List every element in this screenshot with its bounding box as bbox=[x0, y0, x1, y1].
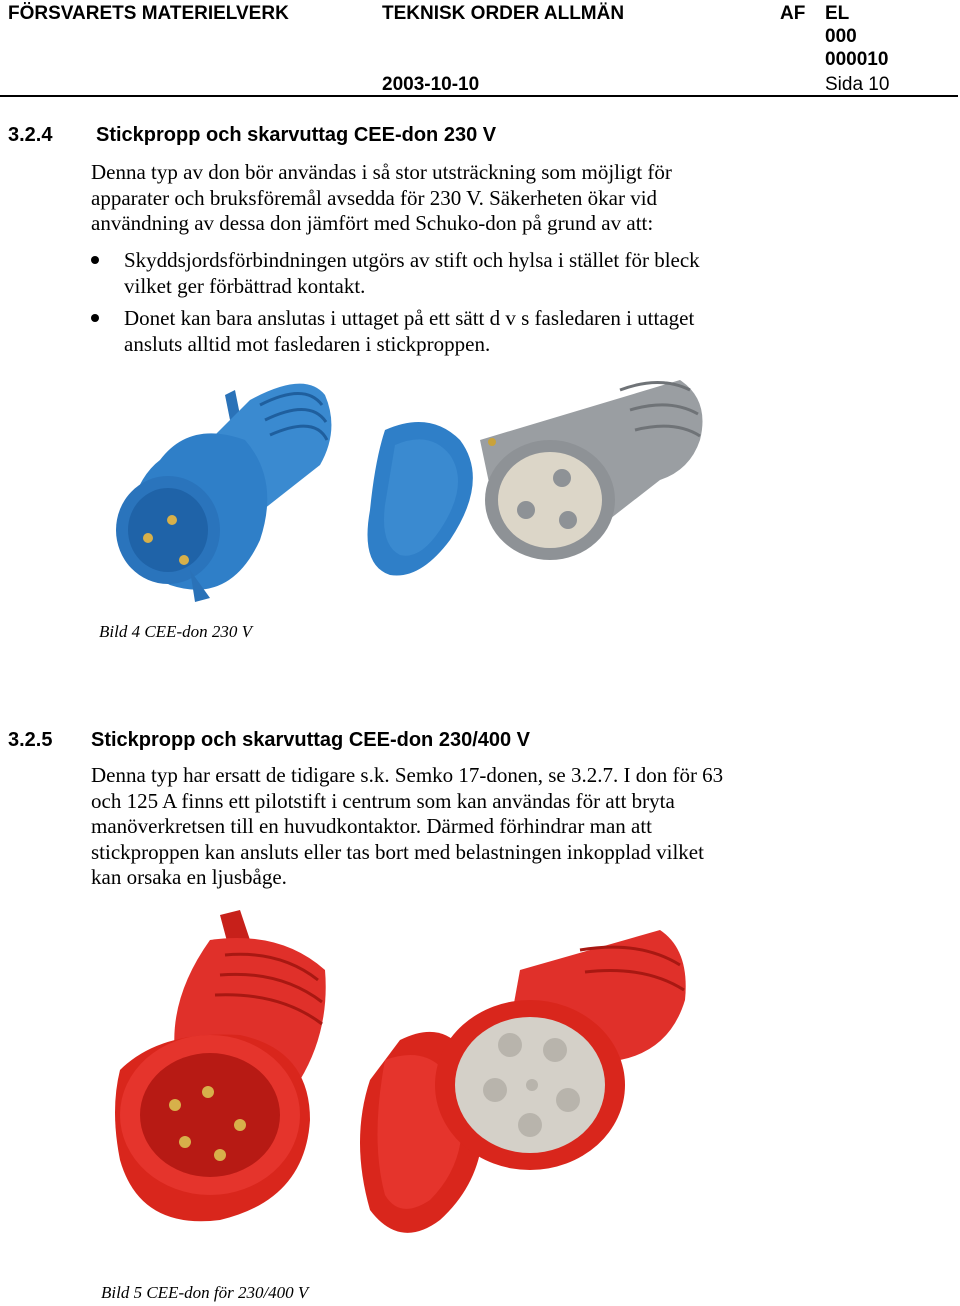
header-page-number: Sida 10 bbox=[825, 74, 890, 95]
header-code-el-3: 000010 bbox=[825, 49, 889, 70]
blue-plug-image bbox=[116, 384, 331, 602]
header-rule bbox=[0, 95, 958, 97]
bullet-line: Donet kan bara anslutas i uttaget på ett sätt d v s fasledaren i uttaget bbox=[124, 306, 695, 330]
figure-cee-230-400v bbox=[100, 910, 700, 1270]
bullet-item bbox=[124, 248, 700, 299]
paragraph-line: användning av dessa don jämfört med Schuko-don på grund av att: bbox=[91, 211, 654, 235]
header-code-el-2: 000 bbox=[825, 26, 857, 47]
bullet-line: ansluts alltid mot fasledaren i stickproppen. bbox=[124, 331, 491, 356]
paragraph-line: Denna typ har ersatt de tidigare s.k. Semko 17-donen, se 3.2.7. I don för 63 bbox=[91, 763, 724, 787]
header-doc-type: TEKNISK ORDER ALLMÄN bbox=[382, 3, 625, 24]
paragraph-line: kan orsaka en ljusbåge. bbox=[91, 865, 287, 889]
figure-cee-230v bbox=[100, 370, 720, 610]
bullet-item bbox=[124, 306, 694, 357]
paragraph-line: och 125 A finns ett pilotstift i centrum som kan användas för att bryta bbox=[91, 788, 675, 813]
section-324-number: 3.2.4 bbox=[8, 124, 53, 146]
paragraph-line: Denna typ av don bör användas i så stor utsträckning som möjligt för bbox=[91, 160, 672, 184]
header-code-af: AF bbox=[780, 3, 806, 24]
paragraph-line: stickproppen kan ansluts eller tas bort med belastningen inkopplad vilket bbox=[91, 839, 704, 864]
header-org: FÖRSVARETS MATERIELVERK bbox=[8, 3, 289, 24]
figure-5-caption: Bild 5 CEE-don för 230/400 V bbox=[101, 1283, 309, 1302]
bullet-line: Skyddsjordsförbindningen utgörs av stift och hylsa i stället för bleck bbox=[124, 248, 700, 272]
section-324-paragraph bbox=[91, 160, 672, 237]
bullet-line: vilket ger förbättrad kontakt. bbox=[124, 273, 366, 298]
header-date: 2003-10-10 bbox=[382, 74, 480, 95]
header-code-el-1: EL bbox=[825, 3, 850, 24]
bullet-dot bbox=[91, 314, 99, 322]
grey-socket-image bbox=[368, 380, 703, 576]
section-325-paragraph bbox=[91, 763, 723, 891]
paragraph-line: manöverkretsen till en huvudkontaktor. Därmed förhindrar man att bbox=[91, 814, 653, 838]
section-325-title: Stickpropp och skarvuttag CEE-don 230/400 V bbox=[91, 729, 531, 751]
paragraph-line: apparater och bruksföremål avsedda för 230 V. Säkerheten ökar vid bbox=[91, 185, 658, 210]
red-socket-image bbox=[360, 930, 686, 1233]
red-plug-image bbox=[115, 910, 326, 1221]
section-324-title: Stickpropp och skarvuttag CEE-don 230 V bbox=[96, 124, 497, 146]
figure-4-caption: Bild 4 CEE-don 230 V bbox=[99, 622, 252, 641]
section-325-number: 3.2.5 bbox=[8, 729, 53, 751]
bullet-dot bbox=[91, 256, 99, 264]
